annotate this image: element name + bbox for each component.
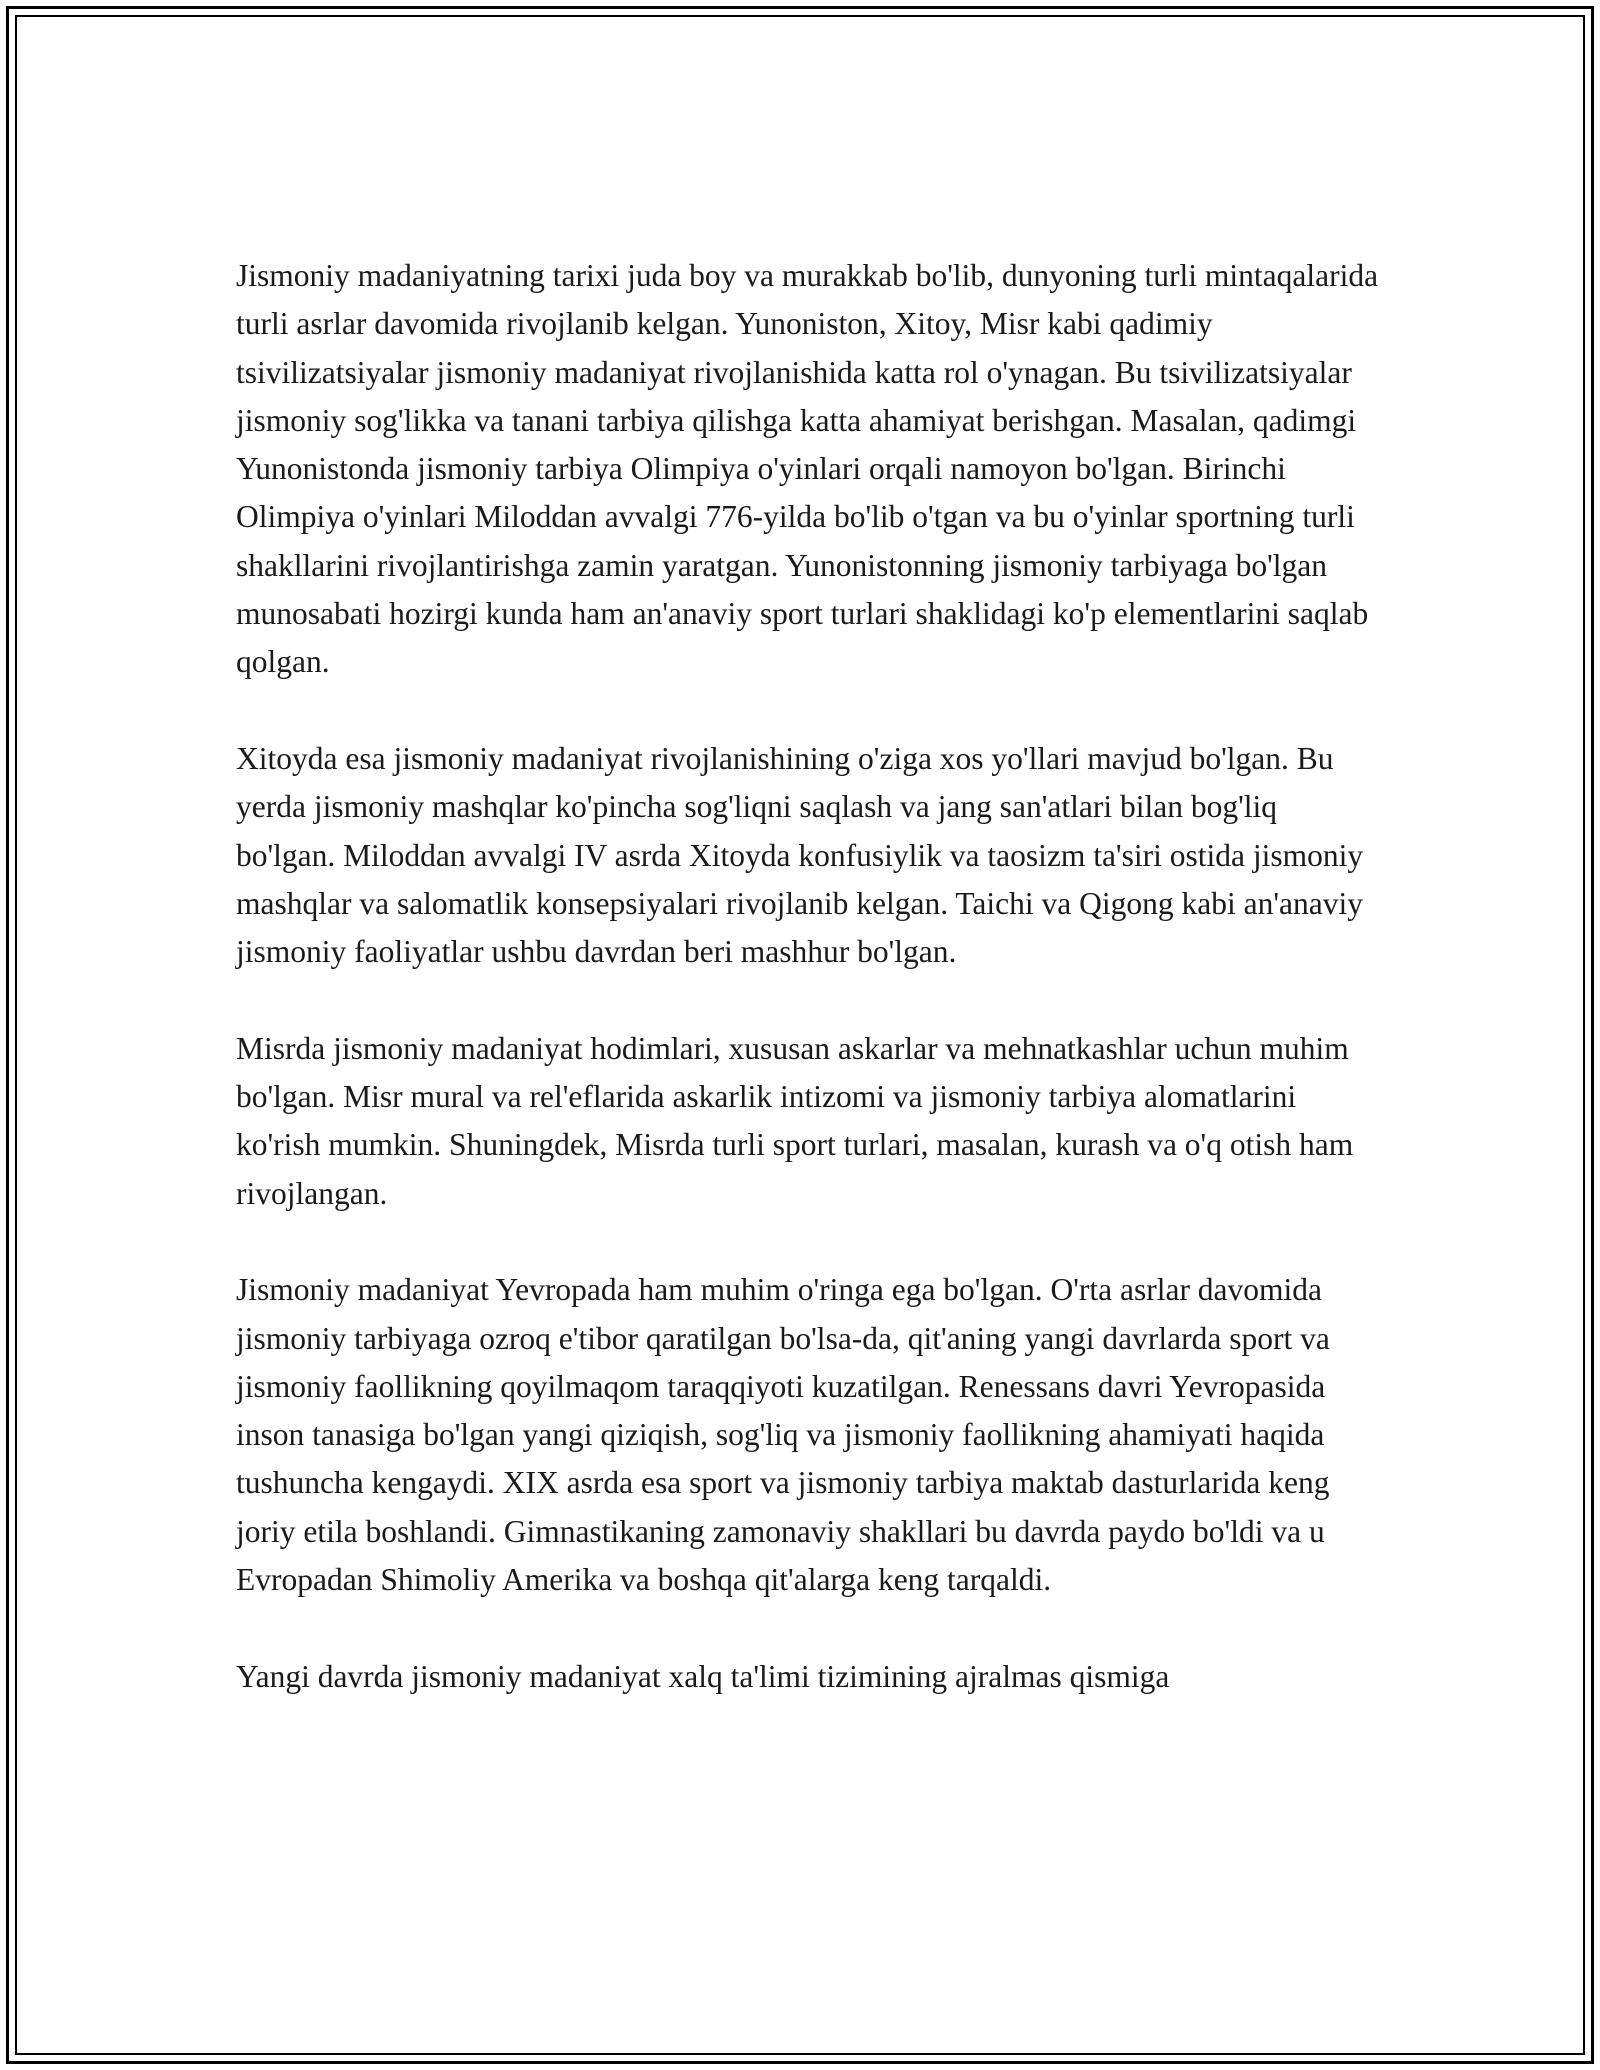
paragraph-2: Xitoyda esa jismoniy madaniyat rivojlanishining o'ziga xos yo'llari mavjud bo'lgan. Bu yerda jismoniy mashqlar ko'pincha sog'liqni saqlash va jang san'atlari bilan bog'liq bo'lgan. Miloddan avvalgi IV asrda Xitoyda konfusiylik va taosizm ta'siri ostida jismoniy mashqlar va salomatlik konsepsiyalari rivojlanib kelgan. Taichi va Qigong kabi an'anaviy jismoniy faoliyatlar ushbu davrdan beri mashhur bo'lgan. <box>236 740 1364 970</box>
paragraph-1: Jismoniy madaniyatning tarixi juda boy va murakkab bo'lib, dunyoning turli mintaqalarida turli asrlar davomida rivojlanib kelgan. Yunoniston, Xitoy, Misr kabi qadimiy tsivilizatsiyalar jismoniy madaniyat rivojlanishida katta rol o'ynagan. Bu tsivilizatsiyalar jismoniy sog'likka va tanani tarbiya qilishga katta ahamiyat berishgan. Masalan, qadimgi Yunonistonda jismoniy tarbiya Olimpiya o'yinlari orqali namoyon bo'lgan. Birinchi Olimpiya o'yinlari Miloddan avvalgi 776-yilda bo'lib o'tgan va bu o'yinlar sportning turli shakllarini rivojlantirishga zamin yaratgan. Yunonistonning jismoniy tarbiyaga bo'lgan munosabati hozirgi kunda ham an'anaviy sport turlari shaklidagi ko'p elementlarini saqlab qolgan. <box>236 258 1379 680</box>
paragraph-3: Misrda jismoniy madaniyat hodimlari, xususan askarlar va mehnatkashlar uchun muhim bo'lgan. Misr mural va rel'eflarida askarlik intizomi va jismoniy tarbiya alomatlarini ko'rish mumkin. Shuningdek, Misrda turli sport turlari, masalan, kurash va o'q otish ham rivojlangan. <box>236 1030 1354 1211</box>
document-body <box>236 252 1381 1701</box>
paragraph-5: Yangi davrda jismoniy madaniyat xalq ta'limi tizimining ajralmas qismiga <box>236 1658 1170 1694</box>
paragraph-4: Jismoniy madaniyat Yevropada ham muhim o'ringa ega bo'lgan. O'rta asrlar davomida jismoniy tarbiyaga ozroq e'tibor qaratilgan bo'lsa-da, qit'aning yangi davrlarda sport va jismoniy faollikning qoyilmaqom taraqqiyoti kuzatilgan. Renessans davri Yevropasida inson tanasiga bo'lgan yangi qiziqish, sog'liq va jismoniy faollikning ahamiyati haqida tushuncha kengaydi. XIX asrda esa sport va jismoniy tarbiya maktab dasturlarida keng joriy etila boshlandi. Gimnastikaning zamonaviy shakllari bu davrda paydo bo'ldi va u Evropadan Shimoliy Amerika va boshqa qit'alarga keng tarqaldi. <box>236 1272 1330 1598</box>
